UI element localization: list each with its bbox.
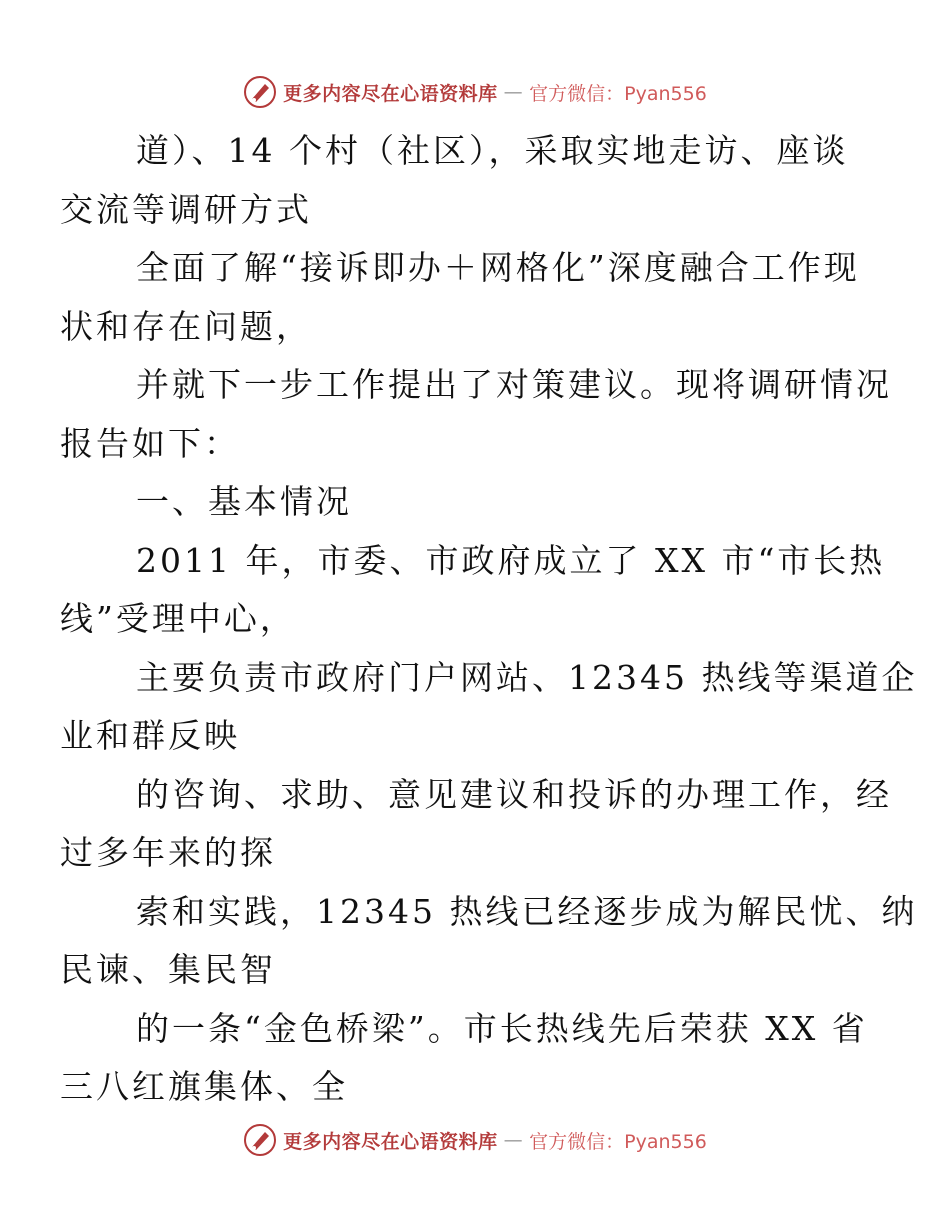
paragraph-line: 主要负责市政府门户网站、12345 热线等渠道企 — [136, 657, 918, 697]
paragraph-line: 的一条“金色桥梁”。市长热线先后荣获 XX 省 — [136, 1008, 868, 1048]
paragraph — [60, 356, 892, 473]
banner-separator: — — [503, 1129, 524, 1151]
paragraph — [60, 1000, 868, 1117]
paragraph-line-continued: 民谏、集民智 — [60, 950, 276, 989]
paragraph — [60, 766, 892, 883]
paragraph-line: 的咨询、求助、意见建议和投诉的办理工作，经 — [136, 774, 892, 814]
header-banner — [0, 70, 950, 114]
footer-banner — [0, 1118, 950, 1162]
paragraph-line: 道）、14 个村（社区），采取实地走访、座谈 — [136, 131, 849, 170]
section-heading-text: 一、基本情况 — [136, 482, 352, 521]
paragraph — [60, 649, 918, 766]
banner-brand-text: 更多内容尽在心语资料库 — [283, 1130, 498, 1153]
paragraph-line: 全面了解“接诉即办＋网格化”深度融合工作现 — [136, 248, 860, 287]
paragraph-line: 2011 年，市委、市政府成立了 XX 市“市长热 — [136, 540, 886, 580]
paragraph — [60, 883, 918, 1000]
banner-contact-text: 官方微信：Pyan556 — [529, 1130, 707, 1153]
paragraph-line-continued: 三八红旗集体、全 — [60, 1067, 348, 1106]
paragraph-line-continued: 状和存在问题， — [60, 306, 312, 346]
banner-brand-text: 更多内容尽在心语资料库 — [283, 82, 498, 105]
document-body — [60, 122, 918, 1117]
brand-logo-icon — [243, 1123, 277, 1157]
paragraph-line: 索和实践，12345 热线已经逐步成为解民忧、纳 — [136, 891, 918, 931]
paragraph — [60, 122, 858, 239]
brand-logo-icon — [243, 75, 277, 109]
section-heading — [98, 473, 858, 532]
paragraph-line-continued: 交流等调研方式 — [60, 189, 312, 229]
paragraph — [60, 532, 886, 649]
paragraph-line-continued: 业和群反映 — [60, 716, 240, 755]
paragraph-line-continued: 线”受理中心， — [60, 599, 296, 638]
paragraph — [60, 239, 860, 356]
paragraph-line-continued: 过多年来的探 — [60, 833, 276, 872]
banner-separator: — — [503, 81, 524, 103]
banner-contact-text: 官方微信：Pyan556 — [529, 82, 707, 105]
paragraph-line-continued: 报告如下： — [60, 423, 240, 463]
paragraph-line: 并就下一步工作提出了对策建议。现将调研情况 — [136, 365, 892, 404]
